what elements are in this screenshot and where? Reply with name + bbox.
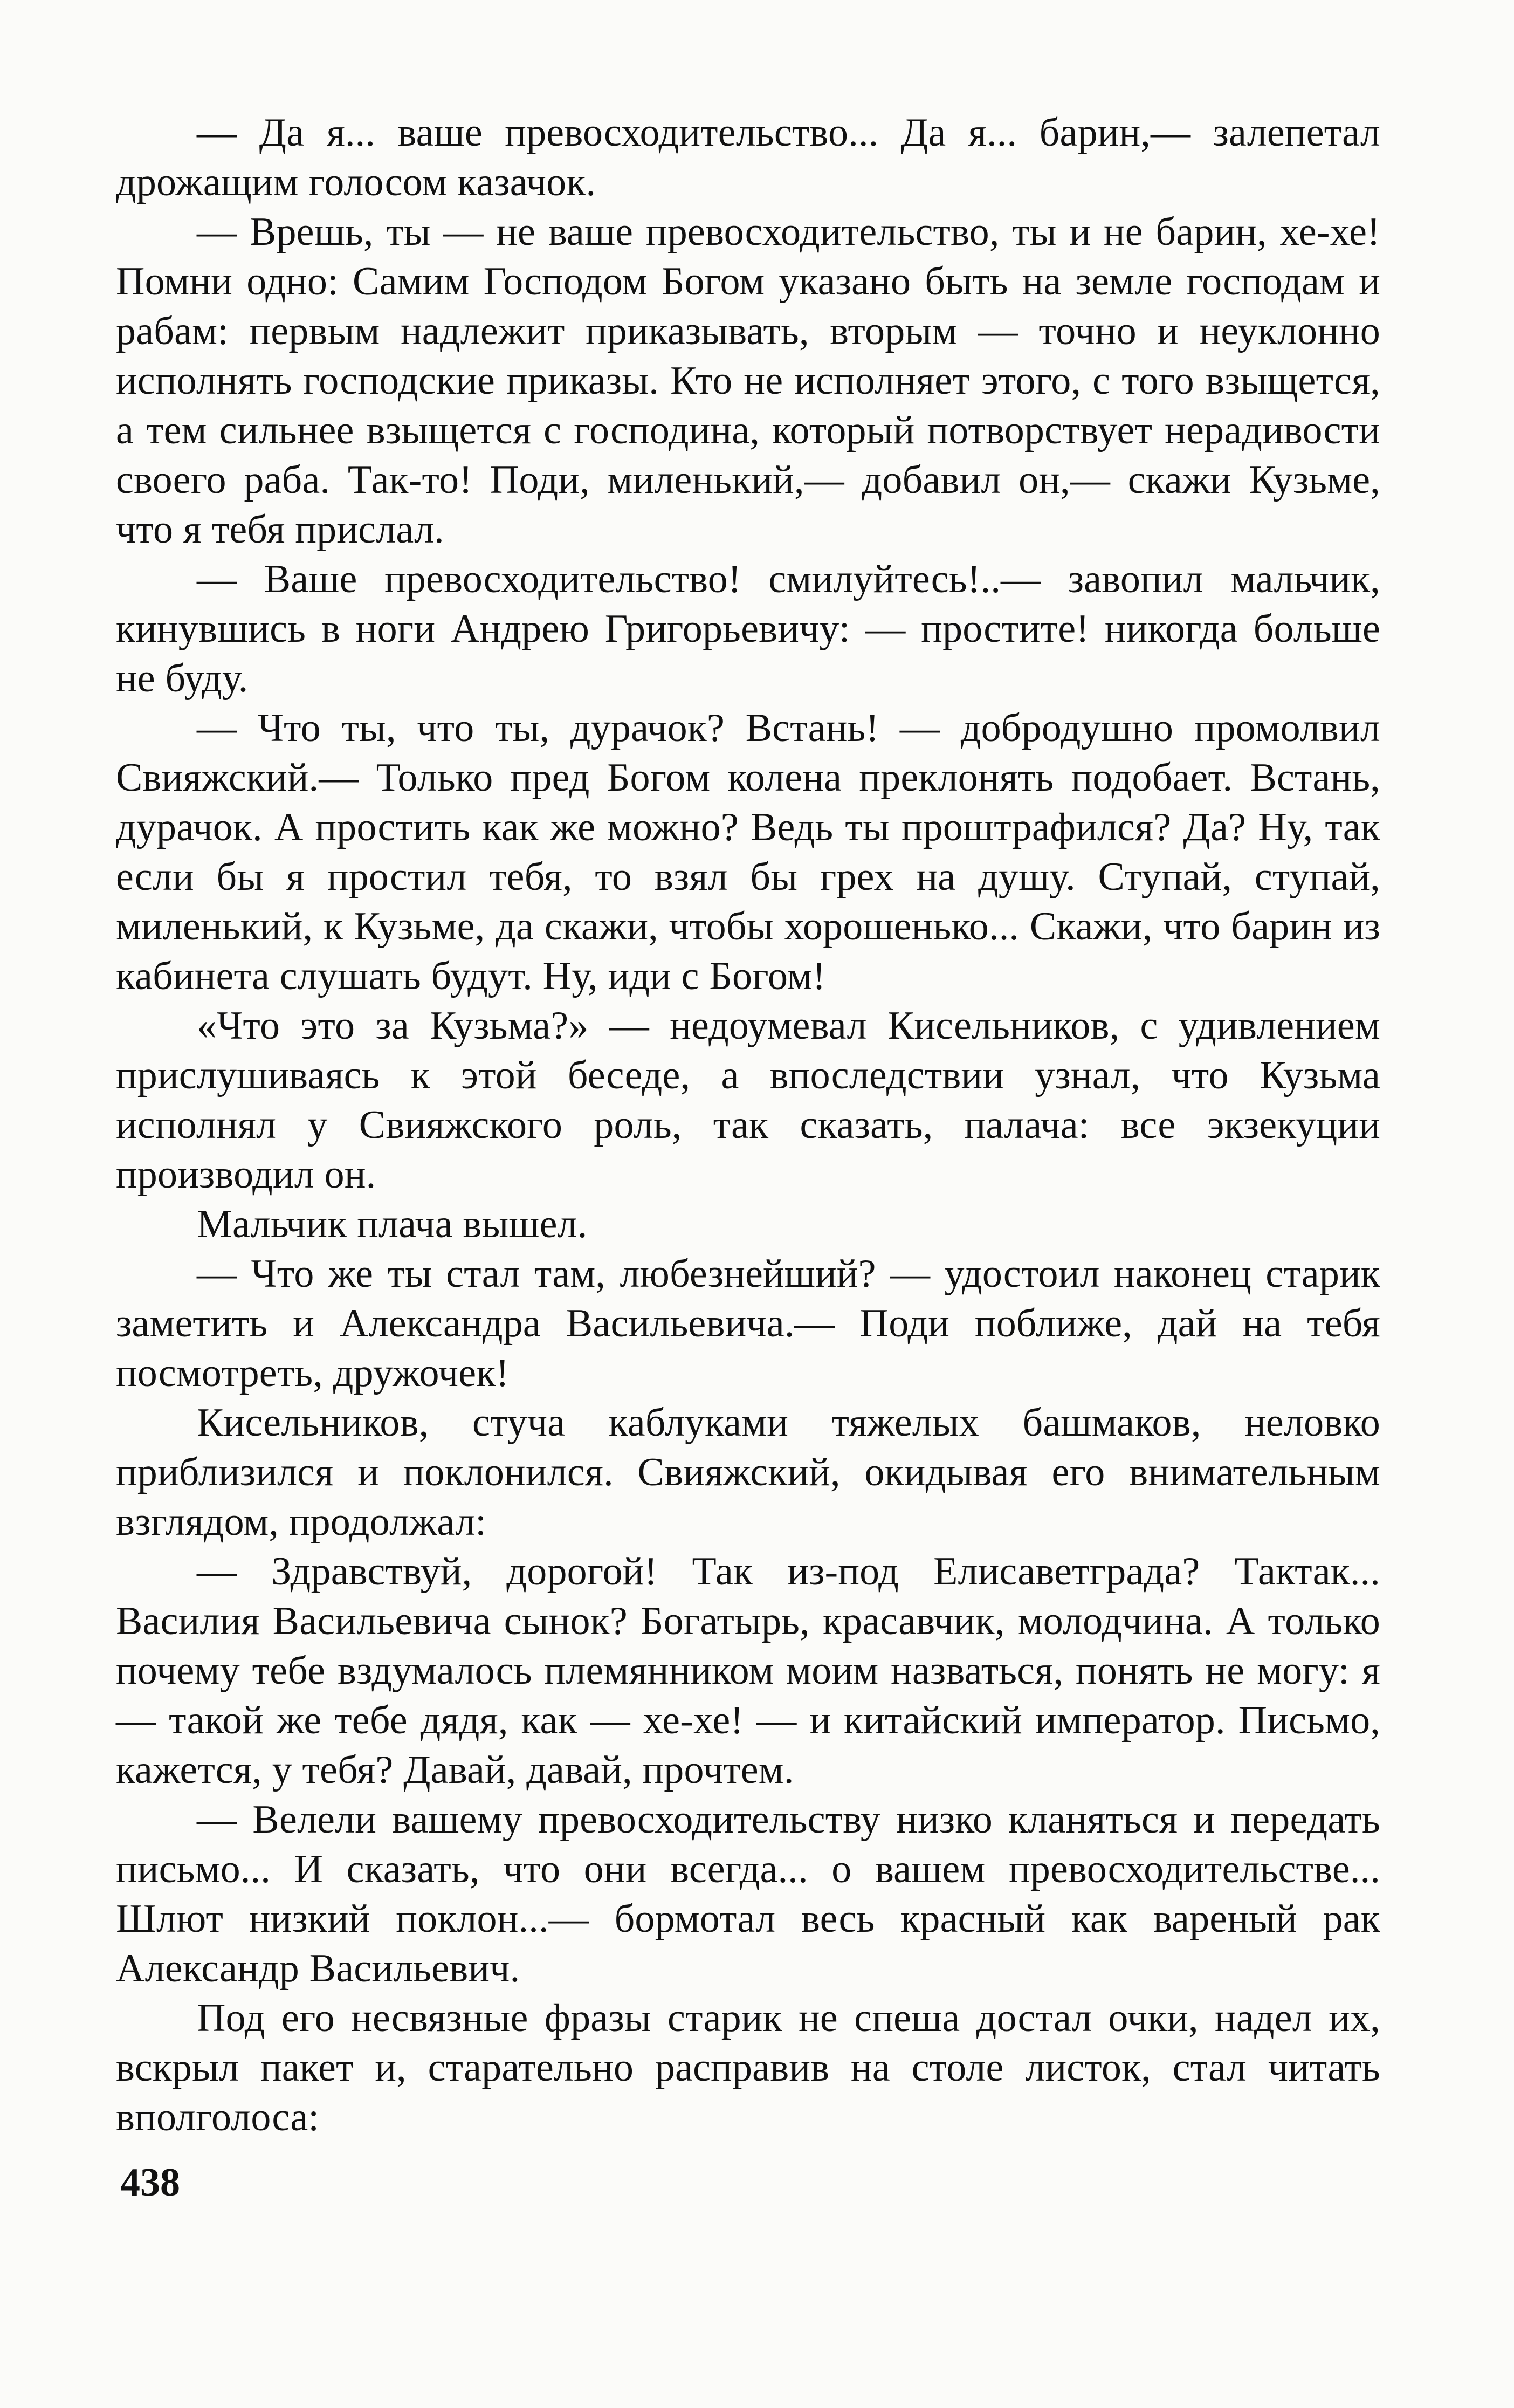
paragraph: — Ваше превосходительство! смилуйтесь!..— завопил мальчик, кинувшись в ноги Андрею Григорьевичу: — простите! никогда больше не буду. xyxy=(116,557,1380,701)
paragraph: «Что это за Кузьма?» — недоумевал Кисельников, с удивлением прислушиваясь к этой беседе, а впоследствии узнал, что Кузьма исполнял у Свияжского роль, так сказать, палача: все экзекуции производил он. xyxy=(116,1004,1380,1197)
paragraph: Мальчик плача вышел. xyxy=(197,1202,588,1246)
page-text xyxy=(116,108,1380,2142)
paragraph: — Велели вашему превосходительству низко кланяться и передать письмо... И сказать, что они всегда... о вашем превосходительстве... Шлют низкий поклон...— бормотал весь красный как вареный рак Александр Васильевич. xyxy=(116,1798,1380,1991)
page-number: 438 xyxy=(120,2160,180,2205)
paragraph: — Врешь, ты — не ваше превосходительство, ты и не барин, хе-хе! Помни одно: Самим Господом Богом указано быть на земле господам и рабам: первым надлежит приказывать, вторым — точно и неуклонно исполнять господские приказы. Кто не исполняет этого, с того взыщется, а тем сильнее взыщется с господина, который потворствует нерадивости своего раба. Так-то! Поди, миленький,— добавил он,— скажи Кузьме, что я тебя прислал. xyxy=(116,210,1380,552)
paragraph: — Что же ты стал там, любезнейший? — удостоил наконец старик заметить и Александра Васильевича.— Поди поближе, дай на тебя посмотреть, дружочек! xyxy=(116,1252,1380,1395)
paragraph: — Здравствуй, дорогой! Так из-под Елисаветграда? Тактак... Василия Васильевича сынок? Богатырь, красавчик, молодчина. А только почему тебе вздумалось племянником моим назваться, понять не могу: я — такой же тебе дядя, как — хе-хе! — и китайский император. Письмо, кажется, у тебя? Давай, давай, прочтем. xyxy=(116,1549,1380,1792)
paragraph: Под его несвязные фразы старик не спеша достал очки, надел их, вскрыл пакет и, старательно расправив на столе листок, стал читать вполголоса: xyxy=(116,1996,1380,2139)
paragraph: — Да я... ваше превосходительство... Да я... барин,— залепетал дрожащим голосом казачок. xyxy=(116,111,1380,204)
paragraph: — Что ты, что ты, дурачок? Встань! — добродушно промолвил Свияжский.— Только пред Богом колена преклонять подобает. Встань, дурачок. А простить как же можно? Ведь ты проштрафился? Да? Ну, так если бы я простил тебя, то взял бы грех на душу. Ступай, ступай, миленький, к Кузьме, да скажи, чтобы хорошенько... Скажи, что барин из кабинета слушать будут. Ну, иди с Богом! xyxy=(116,706,1380,998)
paragraph: Кисельников, стуча каблуками тяжелых башмаков, неловко приблизился и поклонился. Свияжский, окидывая его внимательным взглядом, продолжал: xyxy=(116,1401,1380,1544)
